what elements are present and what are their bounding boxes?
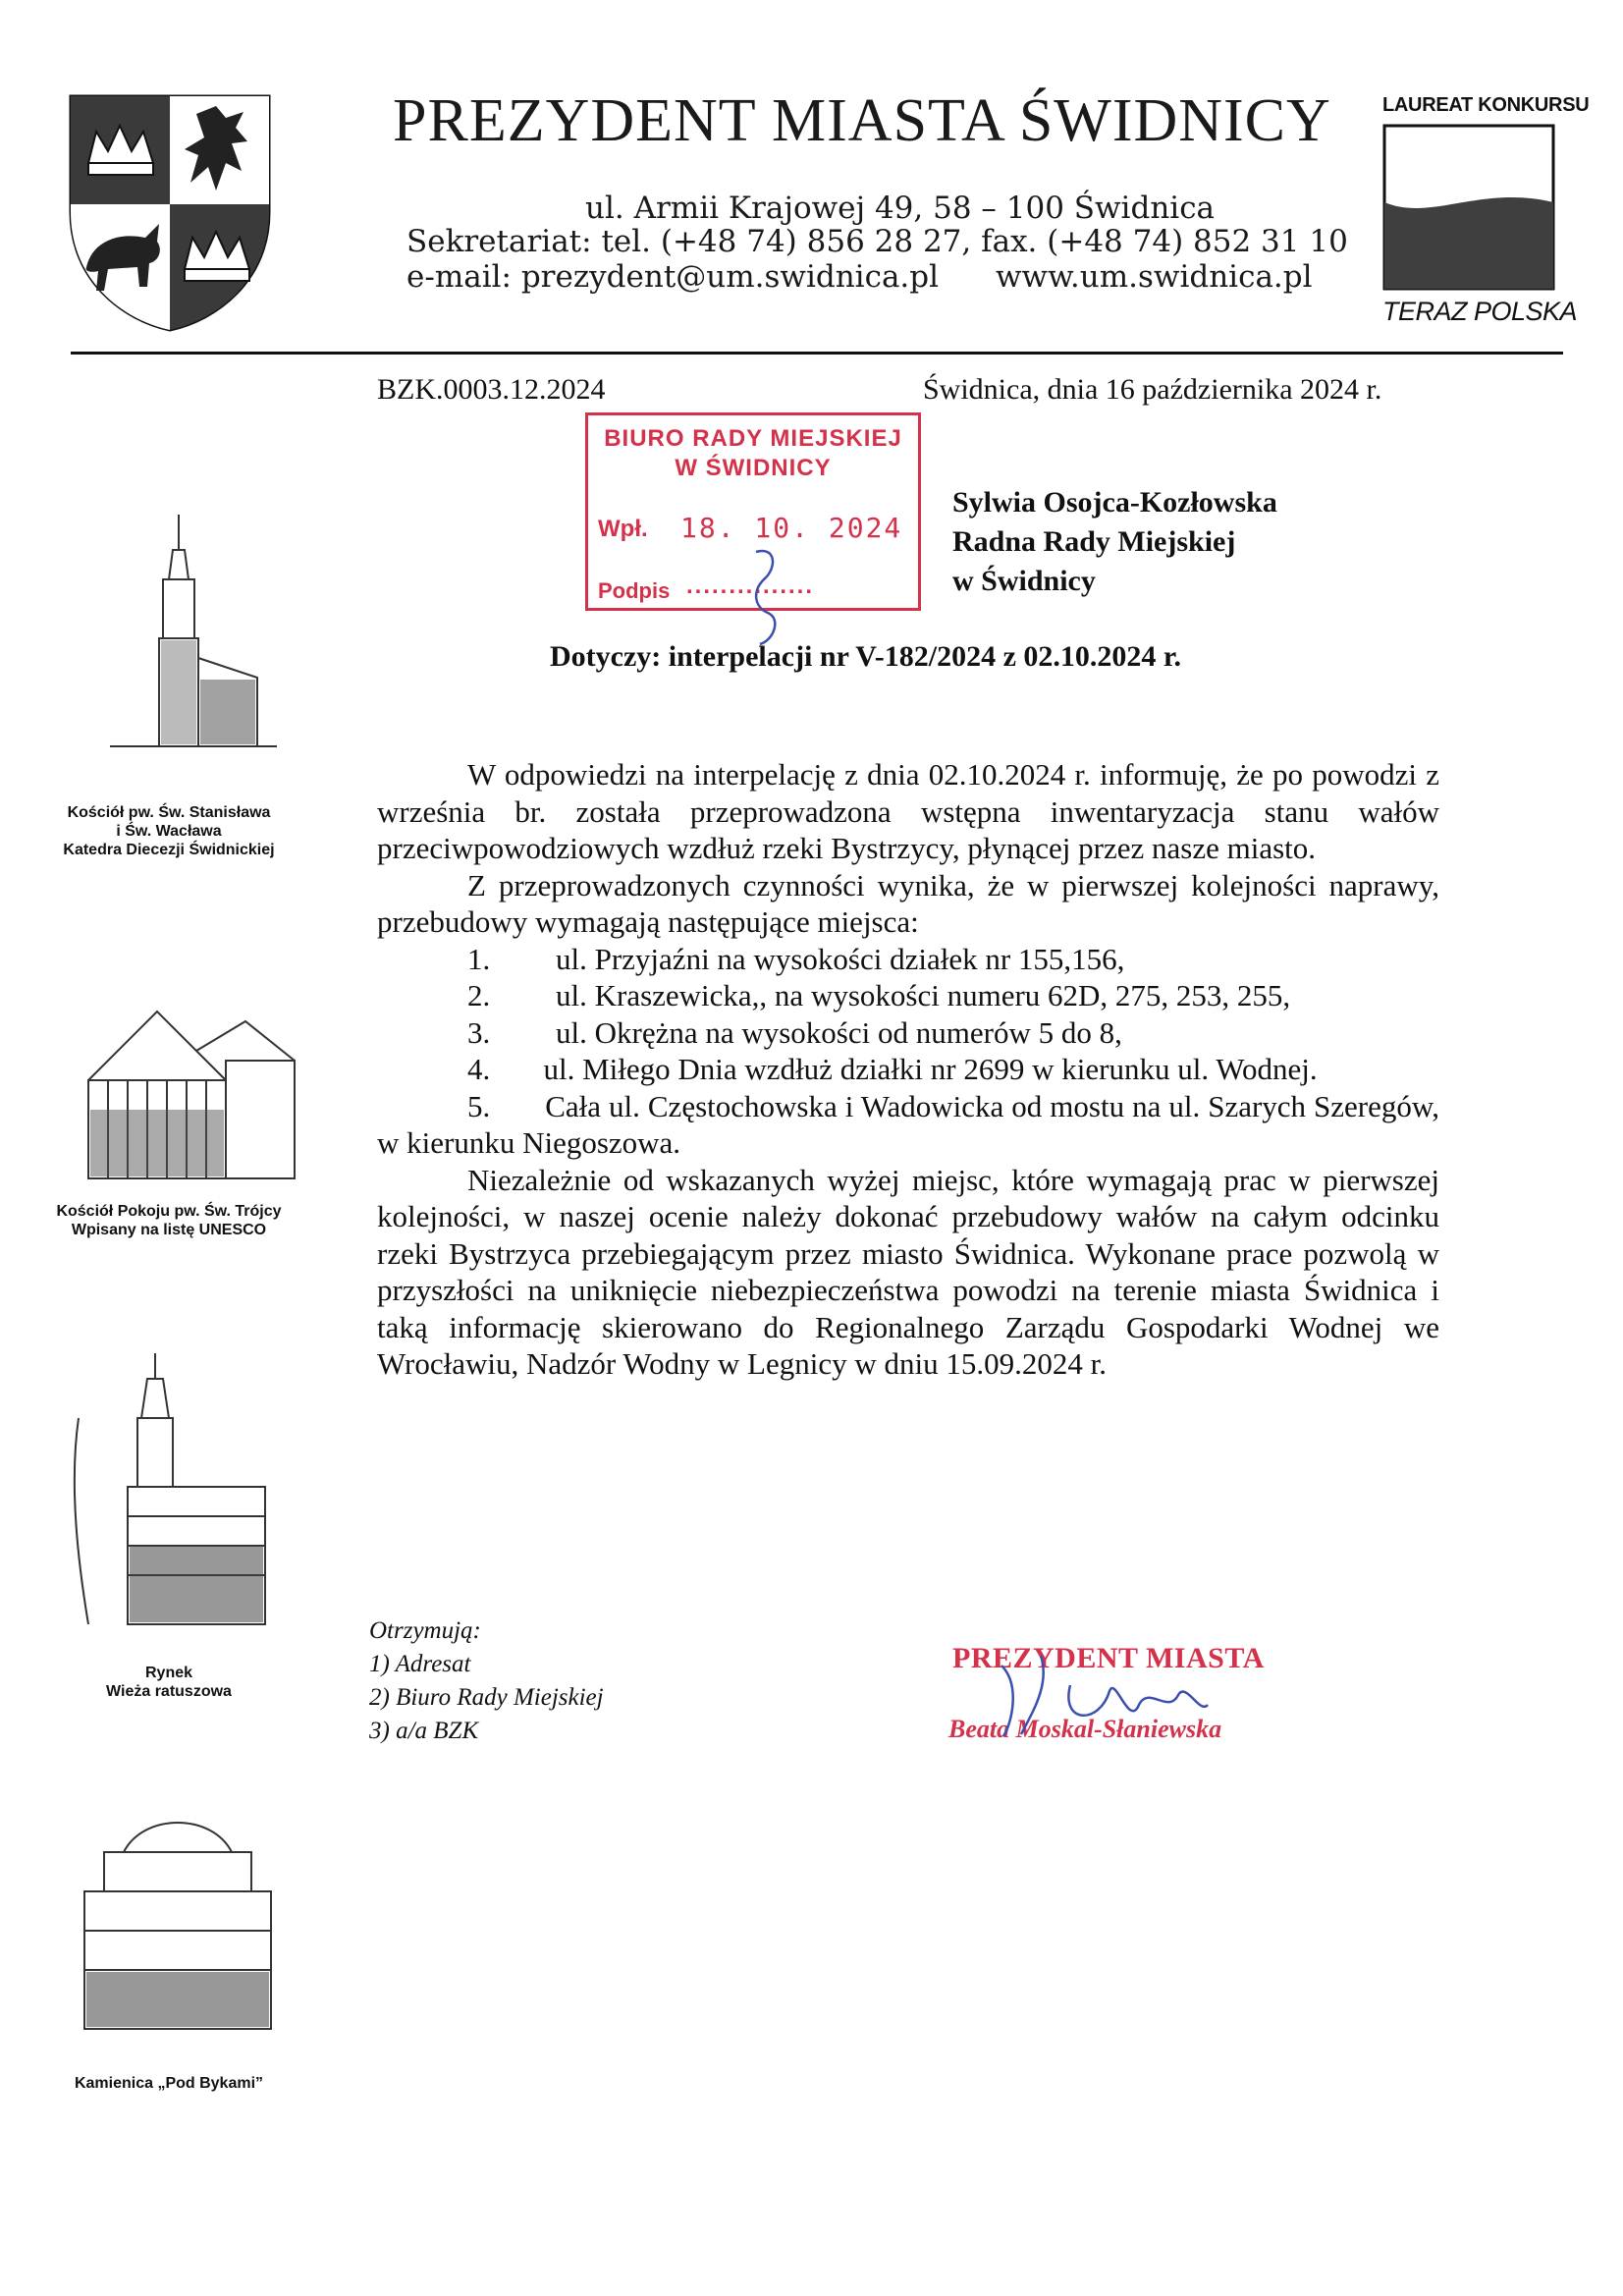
paragraph-2: Z przeprowadzonych czynności wynika, że w pierwszej kolejności naprawy, przebudowy wymagają następujące miejsca:: [377, 867, 1439, 939]
stamp-line-2: W ŚWIDNICY: [675, 455, 832, 481]
page-title: PREZYDENT MIASTA ŚWIDNICY: [393, 87, 1331, 154]
recipients-list: [369, 1614, 604, 1748]
header-divider: [71, 352, 1563, 355]
list-item: 3) a/a BZK: [369, 1718, 479, 1744]
recipient-block: [952, 483, 1277, 601]
tenement-illustration: [65, 1813, 291, 2039]
stamp-wpt-label: Wpł.: [598, 516, 648, 542]
teraz-polska-label: TERAZ POLSKA: [1382, 297, 1578, 326]
recipient-place: w Świdnicy: [952, 565, 1096, 597]
church-of-peace-illustration: [49, 992, 314, 1188]
coat-of-arms: [69, 94, 271, 332]
email-line: e-mail: prezydent@um.swidnica.pl: [406, 259, 940, 295]
handwritten-initial: [742, 546, 789, 648]
crown-icon: [88, 126, 153, 175]
phone-line: Sekretariat: tel. (+48 74) 856 28 27, fax. (+48 74) 852 31 10: [406, 224, 1348, 259]
list-item: 1. ul. Przyjaźni na wysokości działek nr 155,156,: [467, 941, 1125, 976]
town-hall-illustration: [59, 1349, 295, 1634]
recipient-role: Radna Rady Miejskiej: [952, 525, 1236, 558]
stamp-date: 18. 10. 2024: [680, 512, 903, 544]
recipients-label: Otrzymują:: [369, 1617, 481, 1644]
list-item: 4. ul. Miłego Dnia wzdłuż działki nr 2699 w kierunku ul. Wodnej.: [467, 1052, 1318, 1086]
list-item: 5. Cała ul. Częstochowska i Wadowicka od mostu na ul. Szarych Szeregów, w kierunku Niegoszowa.: [377, 1088, 1440, 1160]
list-item: 2. ul. Kraszewicka,, na wysokości numeru 62D, 275, 253, 255,: [467, 978, 1291, 1012]
caption-cathedral: Kościół pw. Św. Stanisława i Św. Wacława Katedra Diecezji Świdnickiej: [63, 804, 275, 858]
letter-body: [377, 756, 1439, 1383]
crown-icon: [185, 232, 249, 281]
subject-line: Dotyczy: interpelacji nr V-182/2024 z 02.10.2024 r.: [550, 640, 1181, 673]
cathedral-illustration: [90, 511, 287, 756]
list-item: 1) Adresat: [369, 1651, 471, 1677]
laureat-label: LAUREAT KONKURSU: [1382, 94, 1590, 116]
caption-town-hall: Rynek Wieża ratuszowa: [106, 1665, 232, 1700]
recipient-name: Sylwia Osojca-Kozłowska: [952, 486, 1277, 519]
stamp-podpis-label: Podpis: [598, 578, 671, 603]
signature-title: PREZYDENT MIASTA: [952, 1642, 1265, 1674]
reference-number: BZK.0003.12.2024: [377, 373, 606, 406]
list-item: 3. ul. Okrężna na wysokości od numerów 5 do 8,: [467, 1014, 1122, 1050]
paragraph-3: Niezależnie od wskazanych wyżej miejsc, które wymagają prac w pierwszej kolejności, w naszej ocenie należy dokonać przebudowy wałów na całym odcinku rzeki Bystrzyca przebiegającym przez miasto Świdnica. Wykonane prace pozwolą w przyszłości na uniknięcie niebezpieczeństwa powodzi na terenie miasta Świdnica i taką informację skierowano do Regionalnego Zarządu Gospodarki Wodnej we Wrocławiu, Nadzór Wodny w Legnicy w dniu 15.09.2024 r.: [377, 1162, 1439, 1381]
list-item: 2) Biuro Rady Miejskiej: [369, 1684, 604, 1711]
address-line: ul. Armii Krajowej 49, 58 – 100 Świdnica: [585, 191, 1216, 226]
website-line: www.um.swidnica.pl: [996, 259, 1313, 295]
handwritten-signature: [982, 1646, 1217, 1744]
signature-name: Beata Moskal-Słaniewska: [948, 1715, 1222, 1743]
place-date: Świdnica, dnia 16 października 2024 r.: [923, 373, 1382, 406]
paragraph-1: W odpowiedzi na interpelację z dnia 02.10.2024 r. informuję, że po powodzi z września br. została przeprowadzona wstępna inwentaryzacja stanu wałów przeciwpowodziowych wzdłuż rzeki Bystrzycy, płynącej przez nasze miasto.: [377, 757, 1439, 865]
stamp-dots: ...............: [686, 573, 815, 599]
teraz-polska-logo: [1382, 124, 1555, 291]
caption-tenement: Kamienica „Pod Bykami”: [74, 2075, 264, 2092]
stamp-line-1: BIURO RADY MIEJSKIEJ: [604, 425, 902, 452]
caption-church-of-peace: Kościół Pokoju pw. Św. Trójcy Wpisany na listę UNESCO: [56, 1203, 282, 1238]
